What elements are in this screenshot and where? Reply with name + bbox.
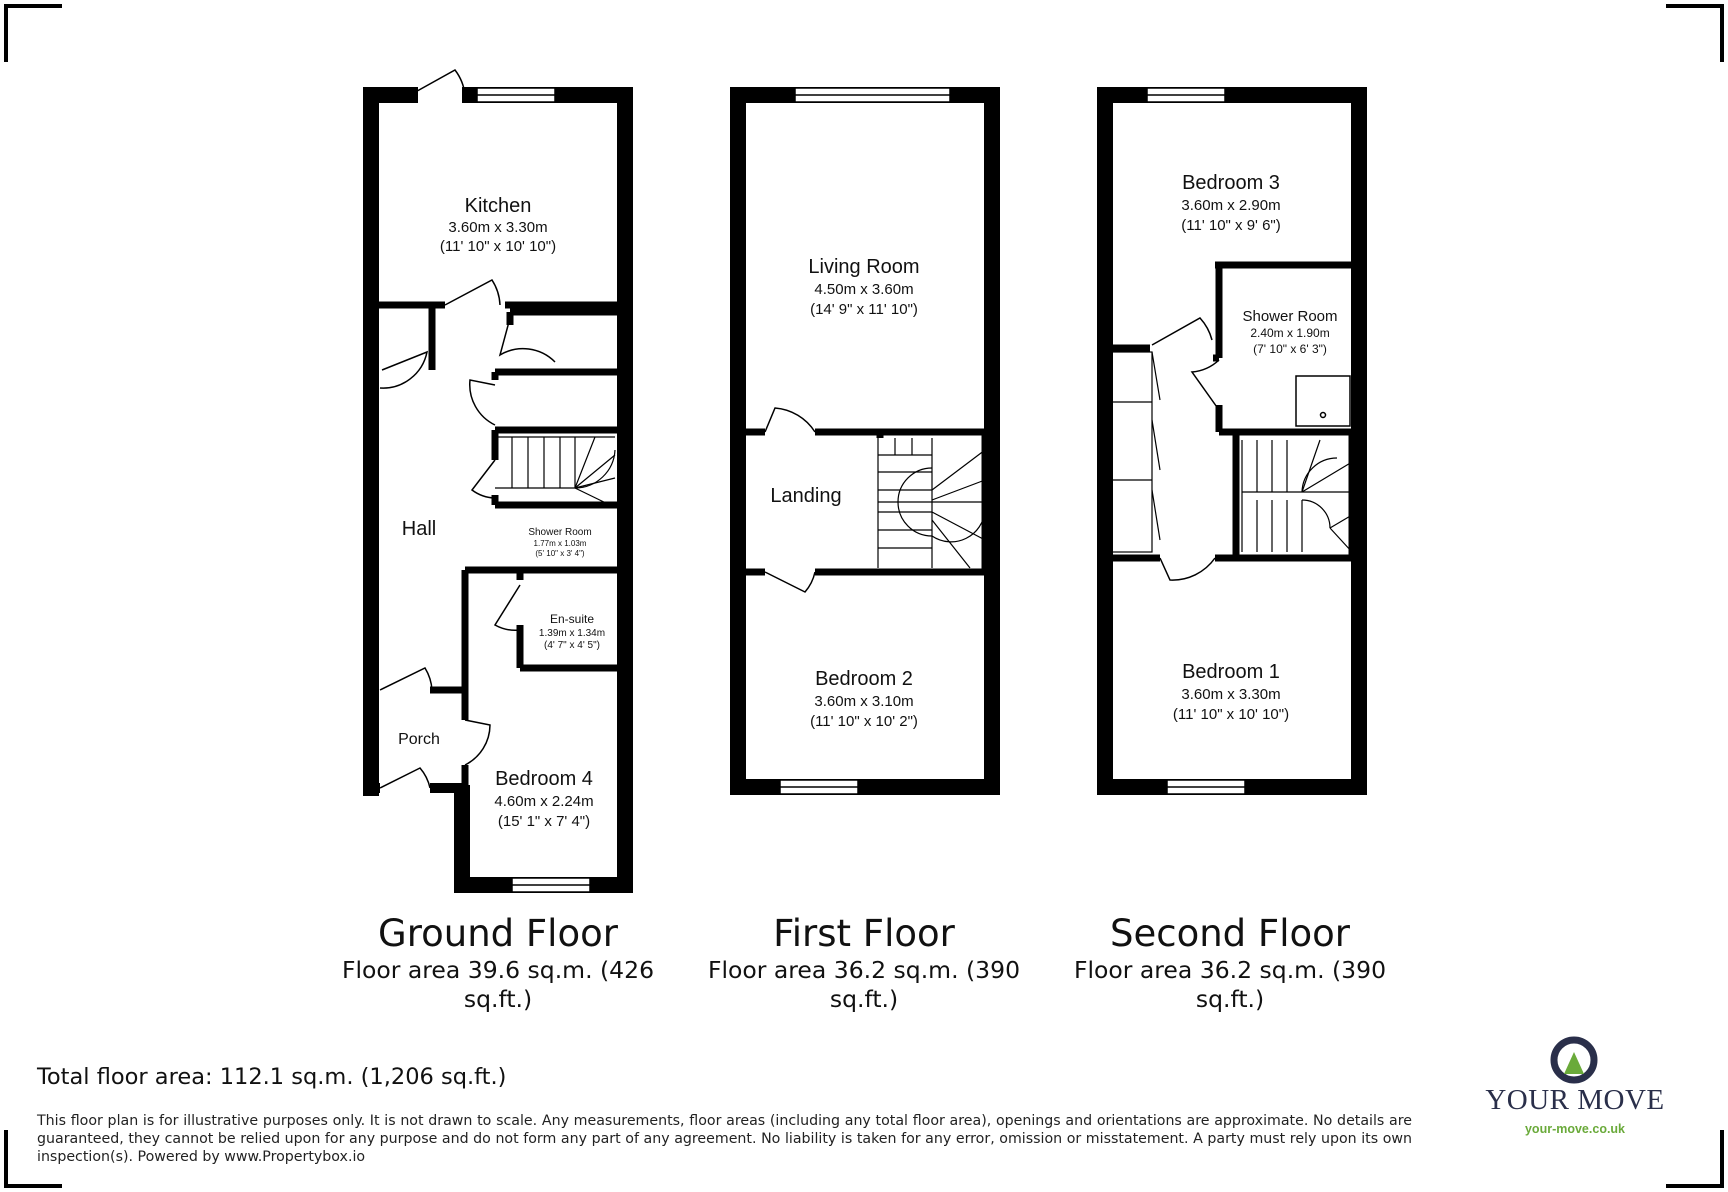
bedroom3-imperial: (11' 10" x 9' 6") bbox=[1181, 217, 1281, 234]
kitchen-imperial: (11' 10" x 10' 10") bbox=[439, 238, 557, 255]
ground-shower-imperial: (5' 10" x 3' 4") bbox=[535, 549, 585, 558]
bedroom2-imperial: (11' 10" x 10' 2") bbox=[810, 713, 918, 730]
bedroom2-label: Bedroom 2 bbox=[815, 668, 913, 690]
bedroom1-imperial: (11' 10" x 10' 10") bbox=[1172, 706, 1290, 723]
second-doors bbox=[1152, 318, 1219, 580]
living-room-metric: 4.50m x 3.60m bbox=[814, 281, 914, 298]
total-floor-area: Total floor area: 112.1 sq.m. (1,206 sq.ft.) bbox=[37, 1064, 507, 1090]
first-floor-title: First Floor bbox=[773, 912, 955, 955]
bedroom1-metric: 3.60m x 3.30m bbox=[1181, 686, 1281, 703]
logo-url: your-move.co.uk bbox=[1524, 1122, 1626, 1136]
shower-tray bbox=[1296, 376, 1350, 426]
landing-label: Landing bbox=[770, 485, 842, 507]
ensuite-imperial: (4' 7" x 4' 5") bbox=[544, 640, 600, 651]
second-floor-area: Floor area 36.2 sq.m. (390 sq.ft.) bbox=[1073, 956, 1387, 1013]
first-floor-plan bbox=[738, 88, 992, 794]
living-room-imperial: (14' 9" x 11' 10") bbox=[810, 301, 918, 318]
second-floor-plan bbox=[1105, 88, 1359, 794]
second-shower-label: Shower Room bbox=[1242, 308, 1338, 325]
porch-label: Porch bbox=[398, 731, 440, 748]
first-stairs bbox=[878, 438, 985, 568]
ground-inner-walls bbox=[371, 305, 625, 793]
ground-shower-label: Shower Room bbox=[528, 527, 592, 538]
first-floor-area: Floor area 36.2 sq.m. (390 sq.ft.) bbox=[707, 956, 1021, 1013]
second-shower-metric: 2.40m x 1.90m bbox=[1250, 326, 1330, 340]
kitchen-label: Kitchen bbox=[464, 195, 532, 217]
ground-floor-plan bbox=[371, 70, 625, 892]
bedroom4-label: Bedroom 4 bbox=[495, 768, 593, 790]
ground-floor-area: Floor area 39.6 sq.m. (426 sq.ft.) bbox=[341, 956, 655, 1013]
ground-floor-caption bbox=[330, 912, 666, 1014]
bedroom4-metric: 4.60m x 2.24m bbox=[494, 793, 594, 810]
bedroom4-imperial: (15' 1" x 7' 4") bbox=[497, 813, 591, 830]
ground-floor-title: Ground Floor bbox=[378, 912, 618, 955]
first-floor-caption bbox=[696, 912, 1032, 1014]
kitchen-metric: 3.60m x 3.30m bbox=[448, 219, 548, 236]
ensuite-label: En-suite bbox=[549, 612, 595, 626]
bedroom2-metric: 3.60m x 3.10m bbox=[814, 693, 914, 710]
second-stairs bbox=[1242, 440, 1352, 552]
your-move-logo-icon bbox=[1554, 1040, 1594, 1080]
hall-label: Hall bbox=[401, 518, 437, 540]
disclaimer-text: This floor plan is for illustrative purposes only. It is not drawn to scale. Any measurements, floor areas (including any total floor area), openings and orientations are approximate. No details are guaranteed, they cannot be relied upon for any purpose and do not form any part of any agreement. No liability is taken for any error, omission or misstatement. A party must rely upon its own inspection(s). Powered by www.Propertybox.io bbox=[37, 1113, 1412, 1165]
second-wardrobe bbox=[1112, 352, 1160, 552]
second-shower-imperial: (7' 10" x 6' 3") bbox=[1253, 342, 1327, 356]
living-room-label: Living Room bbox=[808, 256, 920, 278]
ground-stairs bbox=[495, 437, 615, 505]
bedroom3-metric: 3.60m x 2.90m bbox=[1181, 197, 1281, 214]
bedroom1-label: Bedroom 1 bbox=[1182, 661, 1280, 683]
ensuite-metric: 1.39m x 1.34m bbox=[538, 628, 606, 639]
second-floor-caption bbox=[1062, 912, 1398, 1014]
bedroom3-label: Bedroom 3 bbox=[1182, 172, 1280, 194]
logo-wordmark: YOUR MOVE bbox=[1485, 1084, 1665, 1116]
ground-shower-metric: 1.77m x 1.03m bbox=[533, 539, 587, 548]
second-floor-title: Second Floor bbox=[1110, 912, 1350, 955]
